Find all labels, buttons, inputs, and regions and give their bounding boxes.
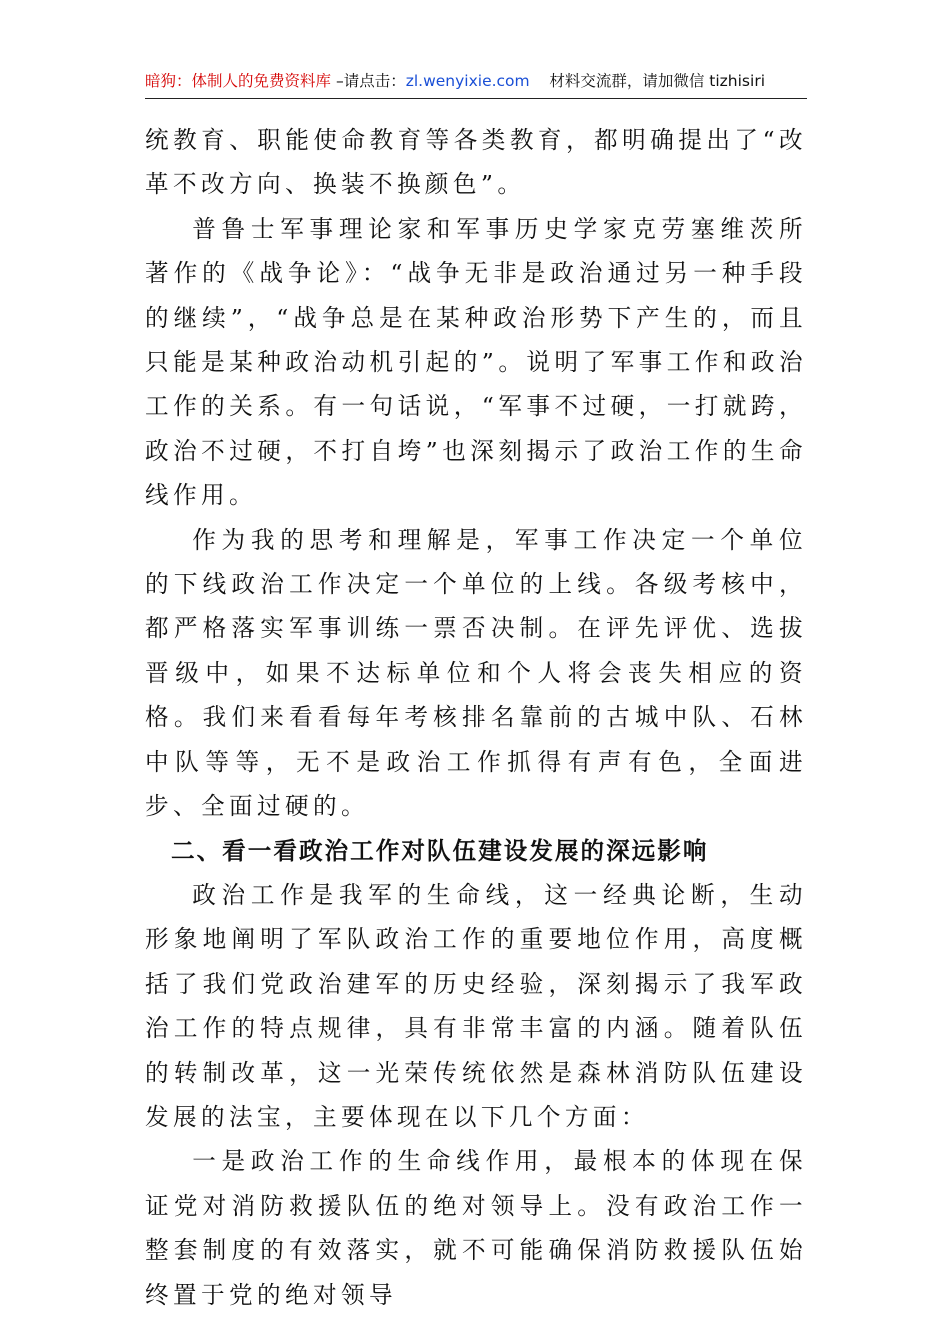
- header-spacer: [530, 72, 550, 90]
- site-name: 暗狗：体制人的免费资料库: [145, 72, 332, 90]
- click-prompt: –请点击：: [331, 72, 406, 90]
- paragraph-reflection: 作为我的思考和理解是，军事工作决定一个单位的下线政治工作决定一个单位的上线。各级考核中，都严格落实军事训练一票否决制。在评先评优、选拔晋级中，如果不达标单位和个人将会丧失相应的资格。我们来看看每年考核排名靠前的古城中队、石林中队等等，无不是政治工作抓得有声有色，全面进步、全面过硬的。: [145, 525, 807, 821]
- section-heading: 二、看一看政治工作对队伍建设发展的深远影响: [171, 836, 709, 865]
- paragraph-point-one: 一是政治工作的生命线作用，最根本的体现在保证党对消防救援队伍的绝对领导上。没有政治工作一整套制度的有效落实，就不可能确保消防救援队伍始终置于党的绝对领导: [145, 1147, 807, 1309]
- paragraph-lifeline: 政治工作是我军的生命线，这一经典论断，生动形象地阐明了军队政治工作的重要地位作用，高度概括了我们党政治建军的历史经验，深刻揭示了我军政治工作的特点规律，具有非常丰富的内涵。随着队伍的转制改革，这一光荣传统依然是森林消防队伍建设发展的法宝，主要体现在以下几个方面：: [145, 880, 807, 1131]
- header-divider: [145, 98, 807, 99]
- document-body: [145, 118, 807, 1317]
- paragraph-war-theory: 普鲁士军事理论家和军事历史学家克劳塞维茨所著作的《战争论》：“战争无非是政治通过另一种手段的继续”，“战争总是在某种政治形势下产生的，而且只能是某种政治动机引起的”。说明了军事工作和政治工作的关系。有一句话说，“军事不过硬，一打就跨，政治不过硬，不打自垮”也深刻揭示了政治工作的生命线作用。: [145, 214, 807, 510]
- wechat-group-note: 材料交流群，请加微信 tizhisiri: [549, 72, 765, 90]
- site-link[interactable]: zl.wenyixie.com: [405, 72, 530, 90]
- paragraph-continued: 统教育、职能使命教育等各类教育，都明确提出了“改革不改方向、换装不换颜色”。: [145, 126, 807, 199]
- page-header: [145, 66, 807, 96]
